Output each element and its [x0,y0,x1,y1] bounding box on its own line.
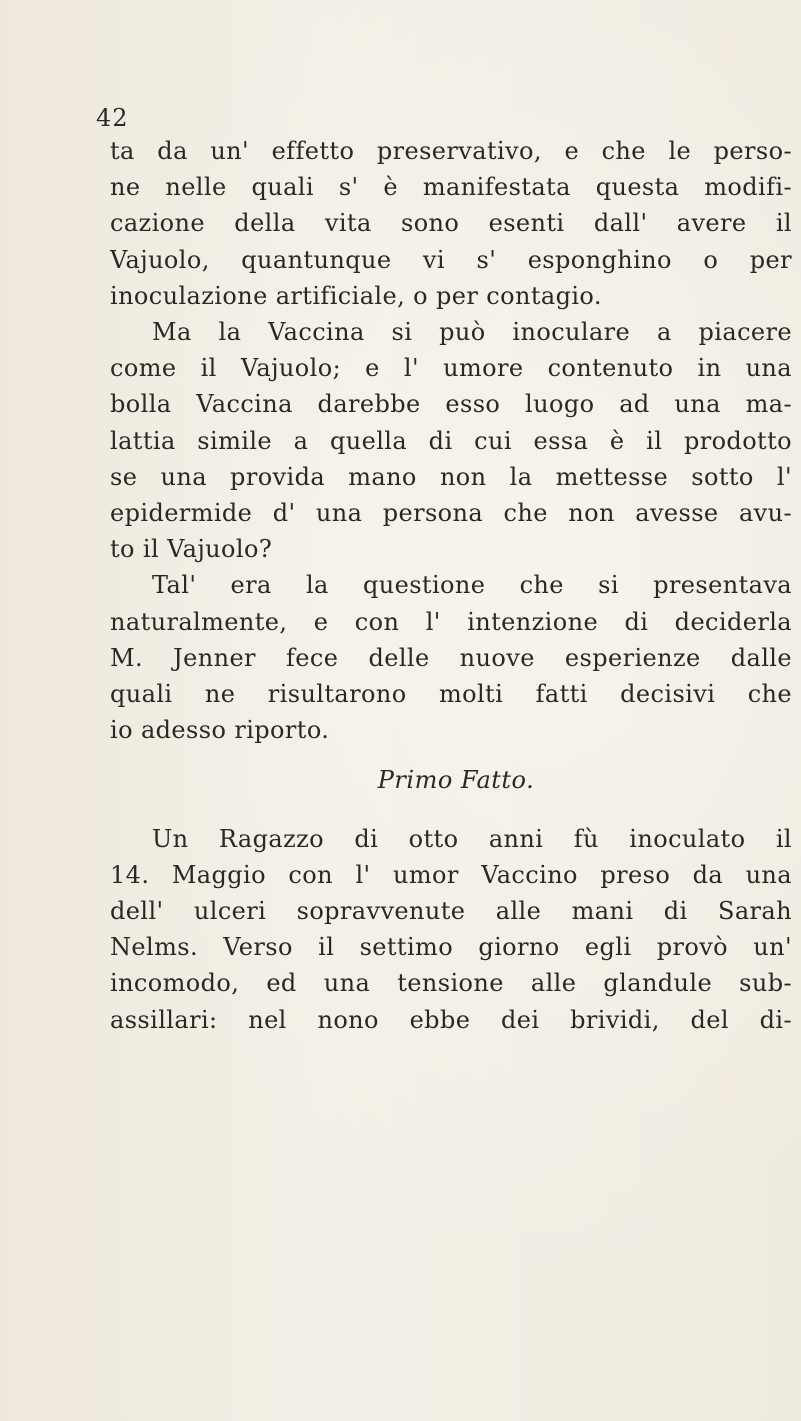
page-number: 42 [96,104,129,132]
text-line: cazione della vita sono esenti dall' avere il [110,209,792,238]
text-line: Nelms. Verso il settimo giorno egli provò un' [110,933,792,962]
text-line: come il Vajuolo; e l' umore contenuto in una [110,354,792,383]
text-line: io adesso riporto. [110,716,330,745]
text-line: ta da un' effetto preservativo, e che le perso- [110,137,792,165]
text-line: Vajuolo, quantunque vi s' esponghino o per [110,245,792,274]
text-line: bolla Vaccina darebbe esso luogo ad una ma- [110,390,792,419]
text-line: quali ne risultarono molti fatti decisivi che [110,680,792,709]
text-line: epidermide d' una persona che non avesse avu- [110,499,792,528]
text-line: to il Vajuolo? [110,535,273,564]
section-heading: Primo Fatto. [377,766,535,795]
text-line: 14. Maggio con l' umor Vaccino preso da una [110,860,792,889]
text-line: lattia simile a quella di cui essa è il prodotto [110,426,792,455]
text-line: incomodo, ed una tensione alle glandule sub- [110,969,792,998]
text-line: Tal' era la questione che si presentava [152,571,792,600]
text-line: assillari: nel nono ebbe dei brividi, del di- [110,1005,792,1034]
text-line: M. Jenner fece delle nuove esperienze dalle [110,643,792,672]
text-line: Ma la Vaccina si può inoculare a piacere [152,318,792,347]
text-line: naturalmente, e con l' intenzione di deciderla [110,607,792,636]
text-line: dell' ulceri sopravvenute alle mani di Sarah [110,897,792,926]
text-line: ne nelle quali s' è manifestata questa modifi- [110,173,792,202]
text-line: Un Ragazzo di otto anni fù inoculato il [152,824,792,853]
text-line: inoculazione artificiale, o per contagio. [110,281,602,310]
body-text [110,133,792,1038]
text-line: se una provida mano non la mettesse sotto l' [110,462,792,491]
